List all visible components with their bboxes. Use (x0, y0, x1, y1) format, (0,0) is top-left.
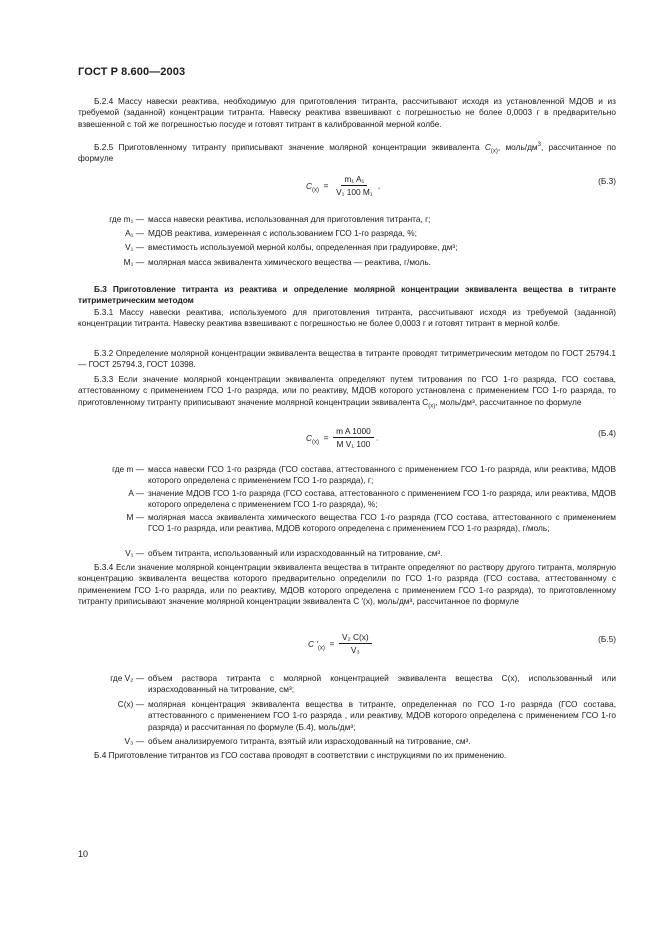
paragraph-b3-2: Б.3.2 Определение молярной концентрации эквивалента вещества в титранте проводят титриметрическим методом по ГОСТ 25794.1 — ГОСТ 25794.3, ГОСТ 10398. (78, 348, 616, 370)
formula-b5-label: (Б.5) (598, 634, 616, 644)
where-symbol: V₁ — (125, 242, 144, 252)
where-text: объем раствора титранта с молярной концентрацией эквивалента вещества C(x), использованный или израсходованный на титрование, см³; (148, 673, 616, 695)
b33-text-b: эквивалента C (371, 396, 429, 407)
where-b3-row (78, 257, 616, 269)
paragraph-b3-3: Б.3.3 Если значение молярной концентрации эквивалента определяют путем титрования по ГСО 1-го разряда, ГСО состава, аттестованному с применением ГСО 1-го разряда, или по реактиву, МДОВ которого установлена с применением ГСО 1-го разряда, то приготовленному титранту приписывают значение молярной концентрации эквивалента $C_{(x)}$, моль/дм³, рассчитанное по формуле (78, 374, 616, 410)
formula-b4: $C_{(x)}$ = $\frac{\text{m A 1000}}{\text{M V₁ 100}}$ . (306, 426, 379, 449)
where-text: молярная масса эквивалента химического вещества — реактива, г/моль. (148, 257, 431, 267)
formula-b3: $C_{(x)}$ = $\frac{\text{m₁ A₁}}{\text{V₁ 100 M₁}}$ , (306, 174, 381, 197)
page-number: 10 (78, 849, 89, 859)
where-symbol: A₁ — (125, 228, 144, 238)
b33-text-a: Б.3.3 Если значение молярной концентрации эквивалента определяют путем титрования по ГСО 1-го разряда, ГСО состава, аттестованному с применением ГСО 1-го разряда, или по реактиву, МДОВ которого установлена с применением ГСО 1-го разряда, то приготовленному титранту приписывают значение молярной концентрации (78, 374, 616, 407)
paragraph-b2-4: Б.2.4 Массу навески реактива, необходимую для приготовления титранта, рассчитывают исходя из установленной МДОВ и из требуемой (заданной) концентрации титранта. Навеску реактива взвешивают с погрешностью не более 0,0003 г в предварительно взвешенной с той же погрешностью посуде и готовят титрант в калиброванной мерной колбе. (78, 96, 616, 129)
paragraph-b3-1: Б.3.1 Массу навески реактива, используемого для приготовления титранта, рассчитывают исходя из требуемой (заданной) концентрации титранта. Навеску реактива взвешивают с погрешностью не более 0,0003 г и готовят титрант в мерной колбе. (78, 307, 616, 329)
where-text: объем анализируемого титранта, взятый или израсходованный на титрование, см³. (148, 736, 471, 746)
where-text: вместимость используемой мерной колбы, определенная при градуировке, дм³; (148, 242, 458, 252)
where-text: молярная концентрация эквивалента вещества в титранте, определенная по ГСО 1-го разряда (ГСО состава, аттестованного с применением ГСО 1-го разряда , или реактиву, МДОВ которого определена с применением ГСО 1-го разряда) и рассчитанная по формуле (Б.4), моль/дм³; (148, 699, 616, 732)
where-symbol: где V₂ — (110, 673, 144, 683)
where-text: МДОВ реактива, измеренная с использованием ГСО 1-го разряда, %; (148, 228, 417, 238)
formula-b3-lhs: $C_{(x)}$ (306, 180, 319, 194)
formula-b4-fraction (333, 426, 374, 449)
where-b5-row (78, 673, 616, 697)
where-b4-row (78, 512, 616, 548)
where-symbol: где m — (112, 464, 144, 474)
formula-b4-numerator: m A 1000 (333, 426, 374, 438)
where-b3-row (78, 228, 616, 240)
formula-b3-label: (Б.3) (598, 176, 616, 186)
b34-end: концентрации эквивалента C ′(x), моль/дм³, рассчитанное по формуле (246, 595, 519, 606)
formula-b4-label: (Б.4) (598, 428, 616, 438)
b34-text: Б.3.4 Если значение молярной концентрации эквивалента вещества в титранте определяют по раствору другого титранта, молярную концентрацию эквивалента вещества которого предварительно определили по ГСО 1-го разряда (ГСО состава, аттестованному с применением ГСО 1-го разряда, или по реактиву, МДОВ которого определена с применением ГСО 1-го разряда), то приготовленному титранту приписывают значение молярной (78, 562, 616, 606)
where-b3-row (78, 214, 616, 226)
where-symbol: M₁ — (123, 257, 144, 267)
formula-b3-numerator: m₁ A₁ (341, 174, 367, 186)
formula-b5-lhs: C $'_{(x)}$ (308, 638, 325, 652)
where-symbol: где m₁ — (109, 214, 144, 224)
where-b5-row (78, 736, 616, 748)
where-b3-row (78, 242, 616, 254)
where-text: масса навески ГСО 1-го разряда (ГСО состава, аттестованного с применением ГСО 1-го разряда, или реактива, МДОВ которого определена с применением ГСО 1-го разряда), г; (148, 464, 616, 486)
b33-text-c: , моль/дм³, рассчитанное по формуле (435, 396, 582, 407)
where-b4-row (78, 464, 616, 488)
b25-cont: рассчитанное по формуле (78, 142, 616, 164)
paragraph-b2-5: Б.2.5 Приготовленному титранту приписывают значение молярной концентрации эквивалента $C_{(x)}$, моль/$дм^3$, рассчитанное по формуле (78, 142, 616, 164)
where-text: масса навески реактива, использованная для приготовления титранта, г; (148, 214, 431, 224)
formula-b5: C $'_{(x)}$ = $\frac{\text{V₂ C(x)}}{\text{V₃}}$ (308, 632, 372, 655)
where-b4-row (78, 548, 616, 560)
b25-text: Б.2.5 Приготовленному титранту приписывают значение молярной концентрации эквивалента (94, 142, 480, 152)
where-symbol: M — (126, 512, 144, 522)
formula-b4-lhs: $C_{(x)}$ (306, 432, 319, 446)
formula-b4-denominator: M V₁ 100 (336, 439, 371, 449)
where-text: значение МДОВ ГСО 1-го разряда (ГСО состава, аттестованного с применением ГСО 1-го разряда, или реактива, МДОВ которого определена с применением ГСО 1-го разряда), %; (148, 488, 616, 510)
section-title-b3: Б.3 Приготовление титранта из реактива и определение молярной концентрации эквивалента вещества в титранте титриметрическим методом (78, 284, 616, 306)
formula-b3-denominator: V₁ 100 M₁ (336, 187, 373, 197)
where-text: объем титранта, использованный или израсходованный на титрование, см³. (148, 548, 443, 558)
formula-b5-numerator: V₂ C(x) (339, 632, 372, 644)
formula-b5-fraction (339, 632, 372, 655)
where-b5-row (78, 699, 616, 735)
formula-b3-fraction (333, 174, 376, 197)
b25-units: , моль/дм (497, 142, 538, 152)
where-b4-row (78, 488, 616, 512)
formula-b5-denominator: V₃ (350, 645, 360, 655)
where-symbol: A — (128, 488, 144, 498)
where-symbol: C(x) — (117, 699, 144, 709)
where-text: молярная масса эквивалента химического вещества ГСО 1-го разряда (ГСО состава, аттестованного с применением ГСО 1-го разряда, или реактива, МДОВ которого определена с применением ГСО 1-го разряда), г/моль; (148, 512, 616, 534)
where-symbol: V₁ — (125, 548, 144, 558)
paragraph-b4: Б.4 Приготовление титрантов из ГСО состава проводят в соответствии с инструкциями по их применению. (94, 750, 507, 760)
where-symbol: V₃ — (124, 736, 144, 746)
document-header: ГОСТ Р 8.600—2003 (78, 66, 186, 78)
paragraph-b3-4 (78, 562, 616, 607)
